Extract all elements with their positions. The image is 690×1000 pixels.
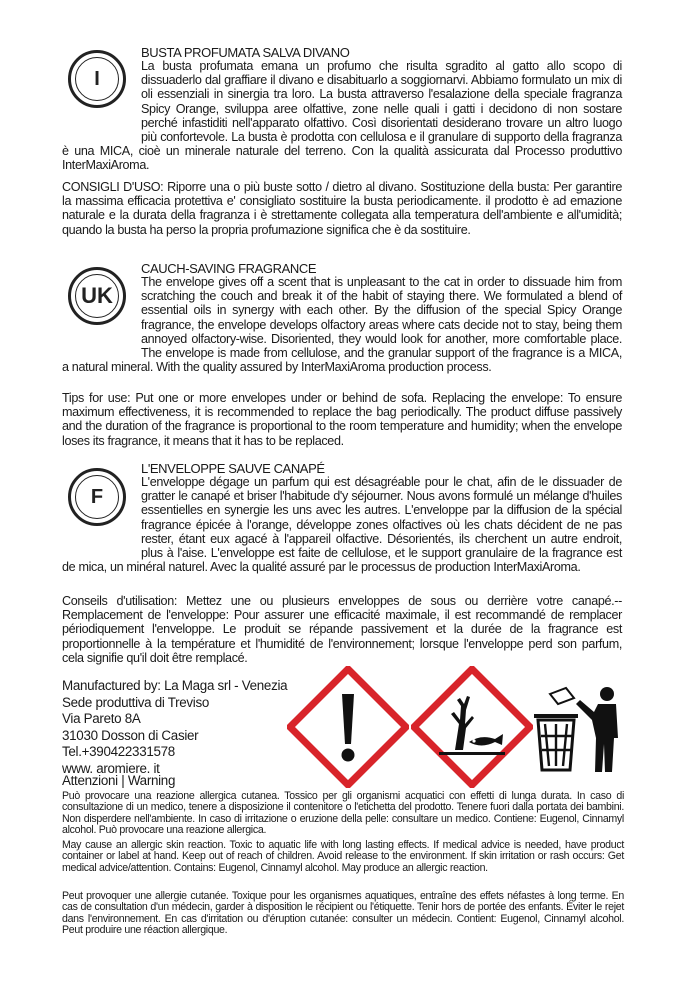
french-description: L'enveloppe dégage un parfum qui est désagréable pour le chat, afin de le dissuader de gratter le canapé et briser l'habitude d'y séjourner. Nous avons formulé un mélange d'huiles essentielles en synergie les uns avec les autres. L'enveloppe par la diffusion de la spécial fragrance épicée à l'orange, développe zones olfactives où les chats décident de ne pas rester, étant eux agacé à l'appareil olfactive. Désorientés, ils cherchent un autre endroit, plus à l'aise. L'enveloppe est faite de cellulose, et le support granulaire de la fragrance est de mica, un minéral naturel. Avec la qualité assuré par le processus de production InterMaxiAroma.: [62, 475, 622, 575]
environment-hazard-icon: [411, 666, 533, 788]
warning-english: May cause an allergic skin reaction. Toxic to aquatic life with long lasting effects. If medical advice is needed, have product container or label at hand. Keep out of reach of children. Avoid release to the environment. If skin irritation or rash occurs: Get medical advice/attention. Contains: Eugenol, Cinnamyl alcohol. May produce an allergic reaction.: [62, 839, 624, 874]
english-usage: Tips for use: Put one or more envelopes under or behind de sofa. Replacing the envelope: To ensure maximum effectiveness, it is recommended to replace the bag periodically. The product diffuse passively and the duration of the fragrance is proportional to the room temperature and humidity; when the envelope loses its fragrance, it means that it has to be replaced.: [62, 391, 622, 448]
french-usage: Conseils d'utilisation: Mettez une ou plusieurs enveloppes de sous ou derrière votre canapé.-- Remplacement de l'enveloppe: Pour assurer une efficacité maximale, il est recommandé de remplacer périodiquement l'enveloppe. Le produit se répande passivement et la durée de la fragrance est proportionnelle à la température et l'humidité de l'environnement; lorsque l'enveloppe perd son parfum, cela signifie qu'il doit être remplacé.: [62, 594, 622, 665]
exclamation-hazard-icon: [287, 666, 409, 788]
badge-label: UK: [81, 283, 113, 308]
street-address: Via Pareto 8A: [62, 711, 141, 727]
postal-address: 31030 Dosson di Casier: [62, 727, 199, 743]
website: www. aromiere. it: [62, 760, 160, 776]
manufacturer-name: Manufactured by: La Maga srl - Venezia: [62, 678, 288, 693]
badge-label: F: [90, 485, 104, 508]
tidy-man-bin-icon: [532, 684, 630, 776]
italian-usage: CONSIGLI D'USO: Riporre una o più buste sotto / dietro al divano. Sostituzione della busta: Per garantire la massima efficacia protettiva e' consigliato sostituire la busta periodicamente. il prodotto è ad emazione naturale e la durata della fragranza i è strettamente collegata alla temperatura dell'ambiente e all'umidità; quando la busta ha perso la propria profumazione significa che è da sostituire.: [62, 180, 622, 237]
french-title: L'ENVELOPPE SAUVE CANAPÉ: [141, 461, 325, 476]
warnings-heading: Attenzioni | Warning: [62, 773, 176, 788]
english-description: The envelope gives off a scent that is unpleasant to the cat in order to dissuade him from scratching the couch and break it of the habit of staying there. We formulated a blend of essential oils in synergy with each other. By the diffusion of the special Spicy Orange fragrance, the envelope develops olfactory areas where cats decide not to stay, being them annoyed olfactory-wise. Disoriented, they would look for another, more comfortable place. The envelope is made from cellulose, and the granular support of the fragrance is a MICA, a natural mineral. With the quality assured by InterMaxiAroma production process.: [62, 275, 622, 375]
warning-italian: Può provocare una reazione allergica cutanea. Tossico per gli organismi acquatici con effetti di lunga durata. In caso di consultazione di un medico, tenere a disposizione il contenitore o l'etichetta del prodotto. Tenere fuori dalla portata dei bambini. Non disperdere nell'ambiente. In caso di irritazione o eruzione della pelle: consultare un medico. Contiene: Eugenol, Cinnamyl alcohol. Può provocare una reazione allergica.: [62, 790, 624, 837]
italian-description: La busta profumata emana un profumo che risulta sgradito al gatto allo scopo di dissuaderlo dal graffiare il divano e disabituarlo a soggiornarvi. Abbiamo formulato un mix di oli essenziali in sinergia tra loro. La busta attraverso l'esalazione della speciale fragranza Spicy Orange, sviluppa aree olfattive, zone nelle quali i gatti i decidono di non sostare perché infastiditi nell'apparato olfattivo. Così disorientati desiderano trovare un altro luogo più confortevole. La busta è prodotta con cellulosa e il granulare di supporto della fragranza è una MICA, cioè un minerale naturale del terreno. Con la qualità assicurata dal Processo produttivo InterMaxiAroma.: [62, 59, 622, 173]
manufacturer-block: [62, 678, 287, 778]
telephone: Tel.+390422331578: [62, 744, 175, 760]
badge-indent: [62, 475, 141, 559]
badge-label: I: [94, 67, 100, 90]
warning-french: Peut provoquer une allergie cutanée. Toxique pour les organismes aquatiques, entraîne des effets néfastes à long terme. En cas de consultation d'un médecin, garder à disposition le récipient ou l'étiquette. Tenir hors de portée des enfants. Éviter le rejet dans l'environnement. En cas d'irritation ou d'éruption cutanée: consulter un médecin. Contient: Eugenol, Cinnamyl alcohol. Peut produire une réaction allergique.: [62, 890, 624, 937]
english-title: CAUCH-SAVING FRAGRANCE: [141, 261, 317, 276]
production-site: Sede produttiva di Treviso: [62, 694, 210, 710]
italian-title: BUSTA PROFUMATA SALVA DIVANO: [141, 45, 350, 60]
badge-indent: [62, 275, 141, 359]
badge-indent: [62, 59, 141, 143]
